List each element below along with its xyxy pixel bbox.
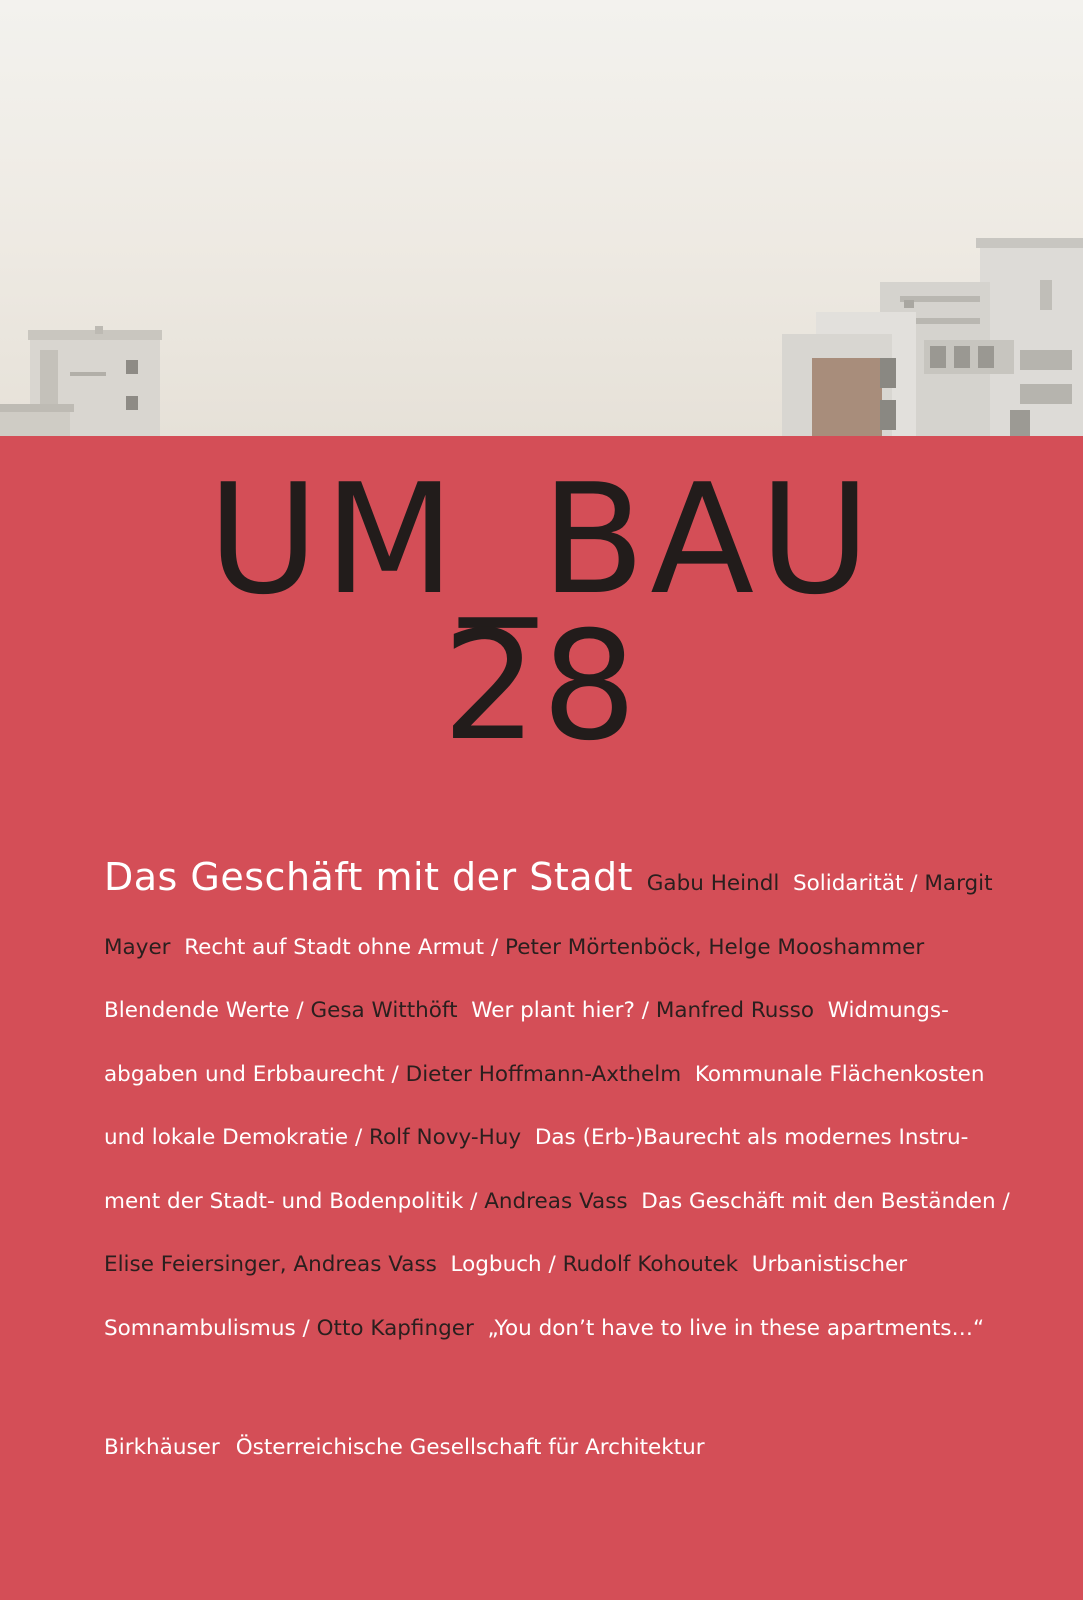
contents-author: Elise Feiersinger, Andreas Vass <box>104 1252 437 1277</box>
contents-author: Margit Mayer <box>104 871 993 960</box>
contents-author: Peter Mörtenböck, Helge Mooshammer <box>505 934 925 960</box>
contents-listing <box>104 846 1024 1360</box>
issue-headline: Das Geschäft mit der Stadt <box>104 855 634 899</box>
contents-article: Das Geschäft mit den Beständen / <box>641 1188 1010 1214</box>
issue-number: 28 <box>442 600 641 774</box>
contents-article: Urbanistischer Somnambulismus / <box>104 1252 908 1341</box>
publisher-association: Österreichische Gesellschaft für Architektur <box>235 1435 705 1460</box>
contents-article: Kommunale Flächenkosten und lokale Demokratie / <box>104 1061 985 1150</box>
contents-author: Rolf Novy-Huy <box>369 1125 522 1150</box>
contents-author: Gabu Heindl <box>646 871 780 896</box>
contents-author: Gesa Witthöft <box>310 998 458 1023</box>
contents-article: Recht auf Stadt ohne Armut / <box>184 934 499 960</box>
contents-author: Manfred Russo <box>655 998 814 1023</box>
contents-article: Blendende Werte / <box>104 998 304 1023</box>
contents-article: Solidarität / <box>793 871 918 896</box>
city-rooftops-photo-icon <box>0 0 1083 436</box>
publisher-line <box>104 1433 705 1463</box>
cover-photo <box>0 0 1083 436</box>
contents-article: Logbuch / <box>450 1252 556 1277</box>
contents-author: Otto Kapfinger <box>316 1315 474 1341</box>
contents-article: „You don’t have to live in these apartments…“ <box>487 1315 985 1341</box>
contents-article: Widmungs-abgaben und Erbbaurecht / <box>104 998 949 1087</box>
contents-article: Wer plant hier? / <box>471 998 649 1023</box>
contents-article: Das (Erb-)Baurecht als modernes Instru-ment der Stadt- und Bodenpolitik / <box>104 1125 969 1214</box>
contents-author: Dieter Hoffmann-Axthelm <box>405 1061 682 1087</box>
publisher-name: Birkhäuser <box>104 1435 220 1460</box>
series-title: UM_BAU <box>207 451 876 628</box>
contents-author: Rudolf Kohoutek <box>562 1252 739 1277</box>
contents-author: Andreas Vass <box>484 1188 628 1214</box>
